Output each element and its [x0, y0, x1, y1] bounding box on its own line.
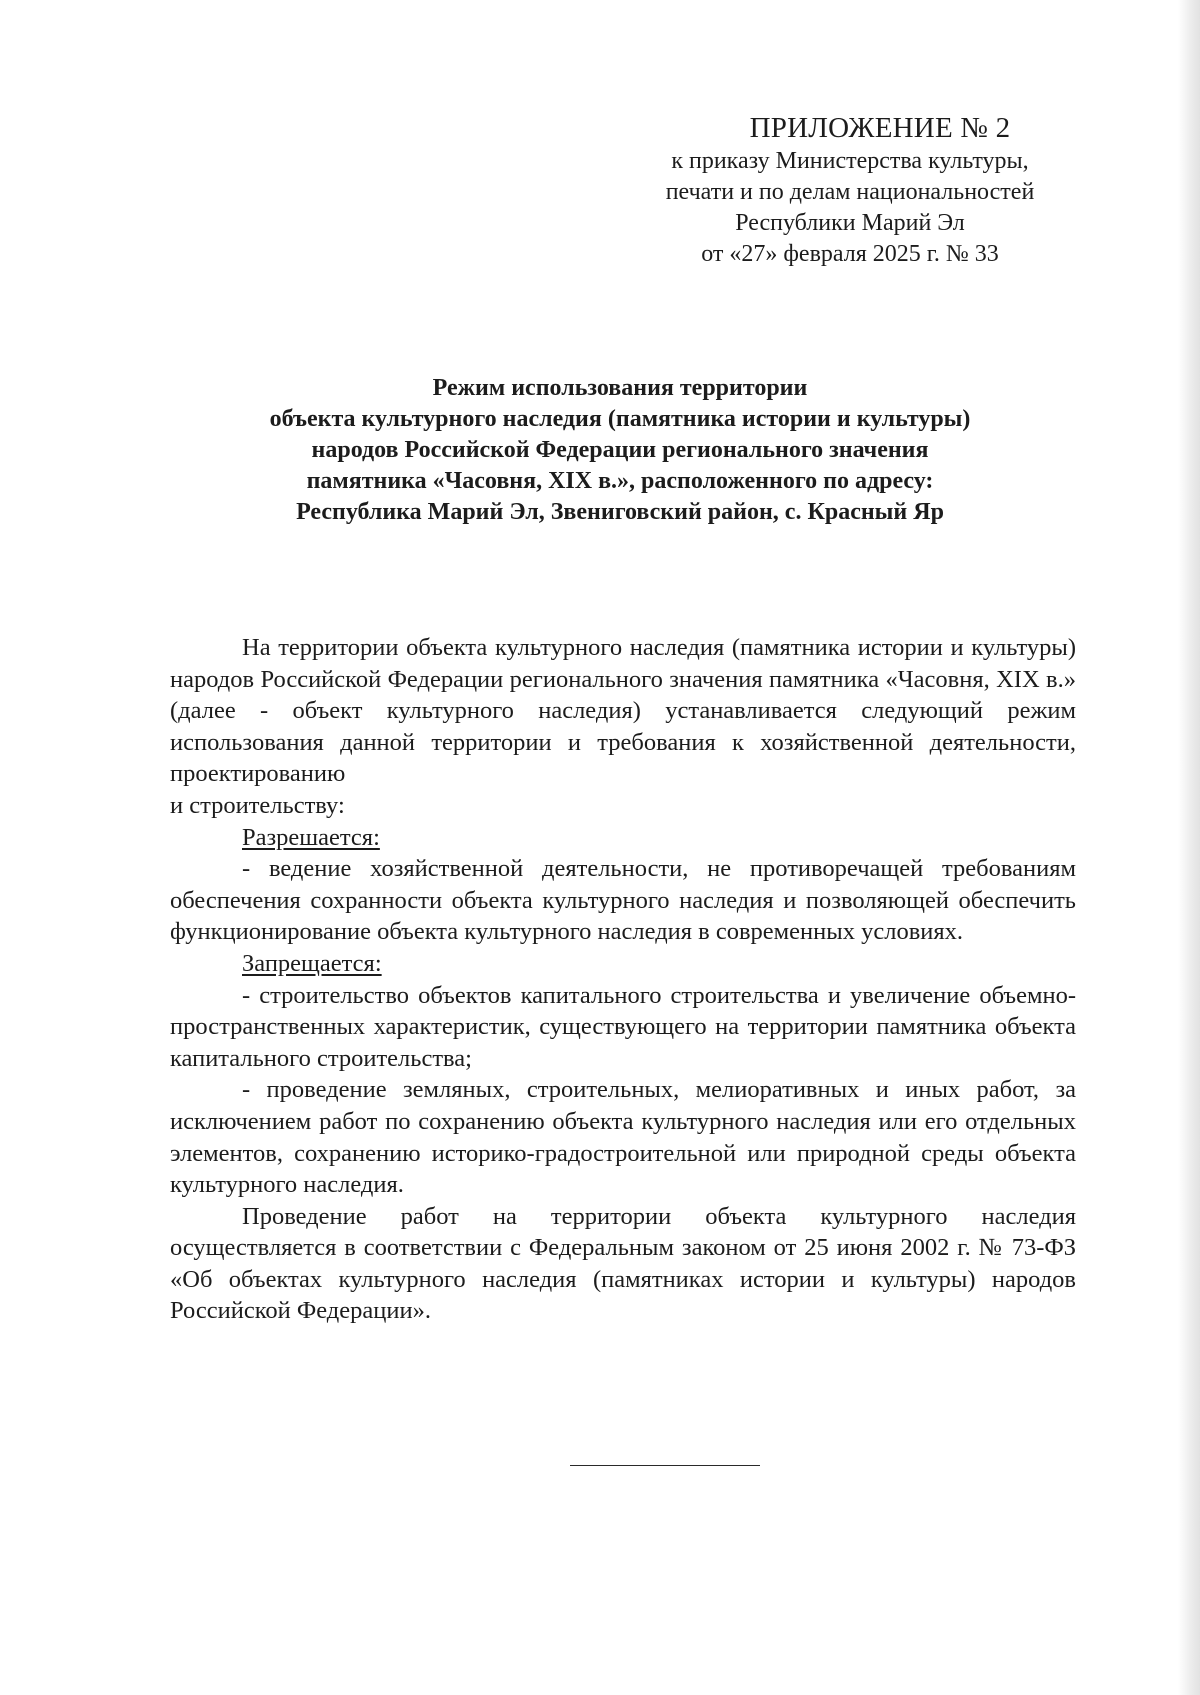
- intro-paragraph-tail: и строительству:: [170, 791, 345, 819]
- appendix-line-order: к приказу Министерства культуры,: [671, 148, 1029, 174]
- document-title-line: народов Российской Федерации регионального значения: [311, 437, 929, 463]
- document-title: [160, 373, 1080, 528]
- page-edge-shadow: [1178, 0, 1200, 1695]
- document-body: [170, 632, 1076, 1327]
- appendix-line-ministry: печати и по делам национальностей: [665, 179, 1035, 205]
- forbidden-item: - строительство объектов капитального строительства и увеличение объемно-пространственных характеристик, существующего на территории памятника объекта капитального строительства;: [170, 981, 1076, 1072]
- end-separator-line: [570, 1465, 760, 1466]
- appendix-title: ПРИЛОЖЕНИЕ № 2: [749, 112, 1011, 144]
- intro-paragraph: На территории объекта культурного наследия (памятника истории и культуры) народов Российской Федерации регионального значения памятника «Часовня, XIX в.» (далее - объект культурного наследия) устанавливается следующий режим использования данной территории и требования к хозяйственной деятельности, проектированию: [170, 634, 1076, 788]
- forbidden-item: - проведение земляных, строительных, мелиоративных и иных работ, за исключением работ по сохранению объекта культурного наследия или его отдельных элементов, сохранению историко-градостроительной или природной среды объекта культурного наследия.: [170, 1076, 1076, 1199]
- appendix-line-republic: Республики Марий Эл: [735, 210, 965, 236]
- document-title-line: памятника «Часовня, XIX в.», расположенного по адресу:: [306, 468, 934, 494]
- allowed-heading: Разрешается:: [242, 823, 380, 851]
- forbidden-heading: Запрещается:: [242, 949, 382, 977]
- document-title-line: Республика Марий Эл, Звениговский район, с. Красный Яр: [296, 499, 944, 525]
- appendix-header: [620, 110, 1080, 270]
- document-title-line: Режим использования территории: [432, 375, 808, 401]
- document-title-line: объекта культурного наследия (памятника истории и культуры): [269, 406, 971, 432]
- appendix-line-date: от «27» февраля 2025 г. № 33: [701, 241, 999, 267]
- closing-paragraph: Проведение работ на территории объекта культурного наследия осуществляется в соответствии с Федеральным законом от 25 июня 2002 г. № 73-ФЗ «Об объектах культурного наследия (памятниках истории и культуры) народов Российской Федерации».: [170, 1202, 1076, 1325]
- allowed-item: - ведение хозяйственной деятельности, не противоречащей требованиям обеспечения сохранности объекта культурного наследия и позволяющей обеспечить функционирование объекта культурного наследия в современных условиях.: [170, 855, 1076, 946]
